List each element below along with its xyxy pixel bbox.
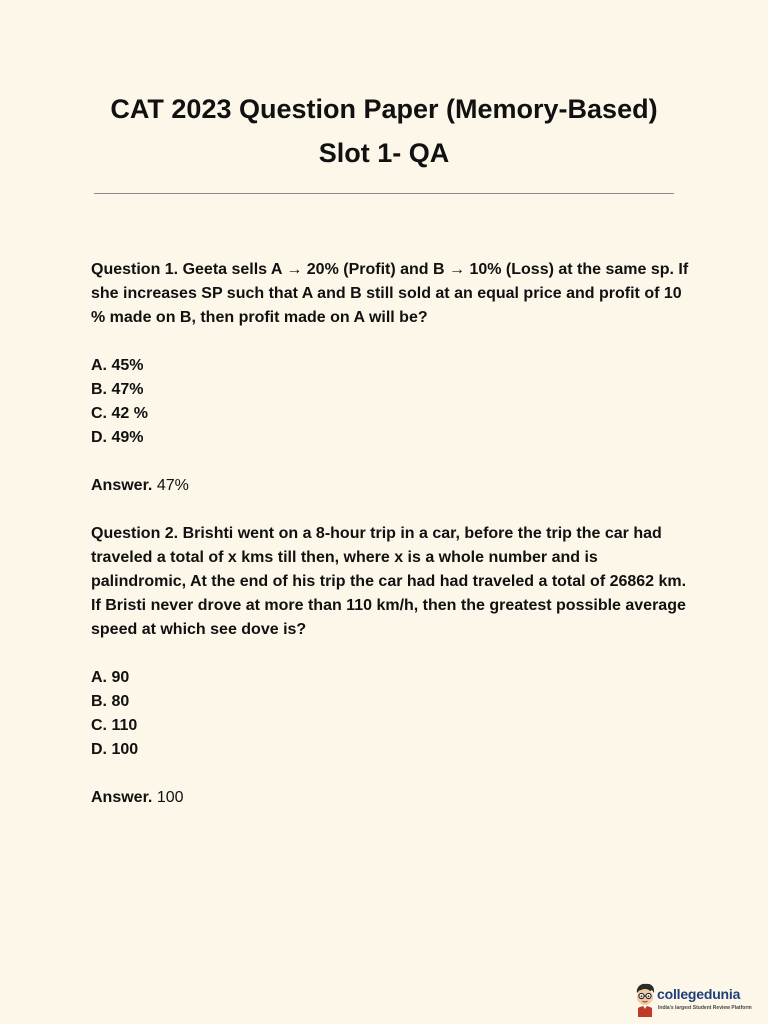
option-c: C. 110	[91, 717, 138, 734]
page-title: CAT 2023 Question Paper (Memory-Based)	[110, 94, 658, 124]
question-list	[91, 258, 691, 810]
question-1	[91, 258, 691, 498]
answer	[91, 786, 691, 810]
question-2	[91, 522, 691, 810]
answer-label: Answer.	[91, 477, 153, 494]
answer-value: 100	[156, 789, 184, 806]
answer	[91, 474, 691, 498]
collegedunia-logo	[633, 981, 763, 1021]
answer-value: 47%	[156, 477, 189, 494]
option-d: D. 49%	[91, 429, 144, 446]
title-divider	[94, 193, 674, 194]
option-c: C. 42 %	[91, 405, 148, 422]
answer-options	[91, 354, 691, 450]
question-text: Question 1. Geeta sells A → 20% (Profit) and B → 10% (Loss) at the same sp. If she increases SP such that A and B still sold at an equal price and profit of 10 % made on B, then profit made on A will be?	[91, 261, 689, 326]
logo-name: collegedunia	[657, 986, 741, 1002]
option-a: A. 90	[91, 669, 130, 686]
answer-options	[91, 666, 691, 762]
logo-tagline: India's largest Student Review Platform	[658, 1005, 752, 1011]
option-a: A. 45%	[91, 357, 144, 374]
option-d: D. 100	[91, 741, 139, 758]
option-b: B. 47%	[91, 381, 144, 398]
answer-label: Answer.	[91, 789, 153, 806]
mascot-icon	[633, 981, 657, 1017]
option-b: B. 80	[91, 693, 130, 710]
page-subtitle: Slot 1- QA	[318, 138, 450, 168]
question-text: Question 2. Brishti went on a 8-hour trip in a car, before the trip the car had traveled a total of x kms till then, where x is a whole number and is palindromic, At the end of his trip the car had had traveled a total of 26862 km. If Bristi never drove at more than 110 km/h, then the greatest possible average speed at which see dove is?	[91, 525, 687, 638]
